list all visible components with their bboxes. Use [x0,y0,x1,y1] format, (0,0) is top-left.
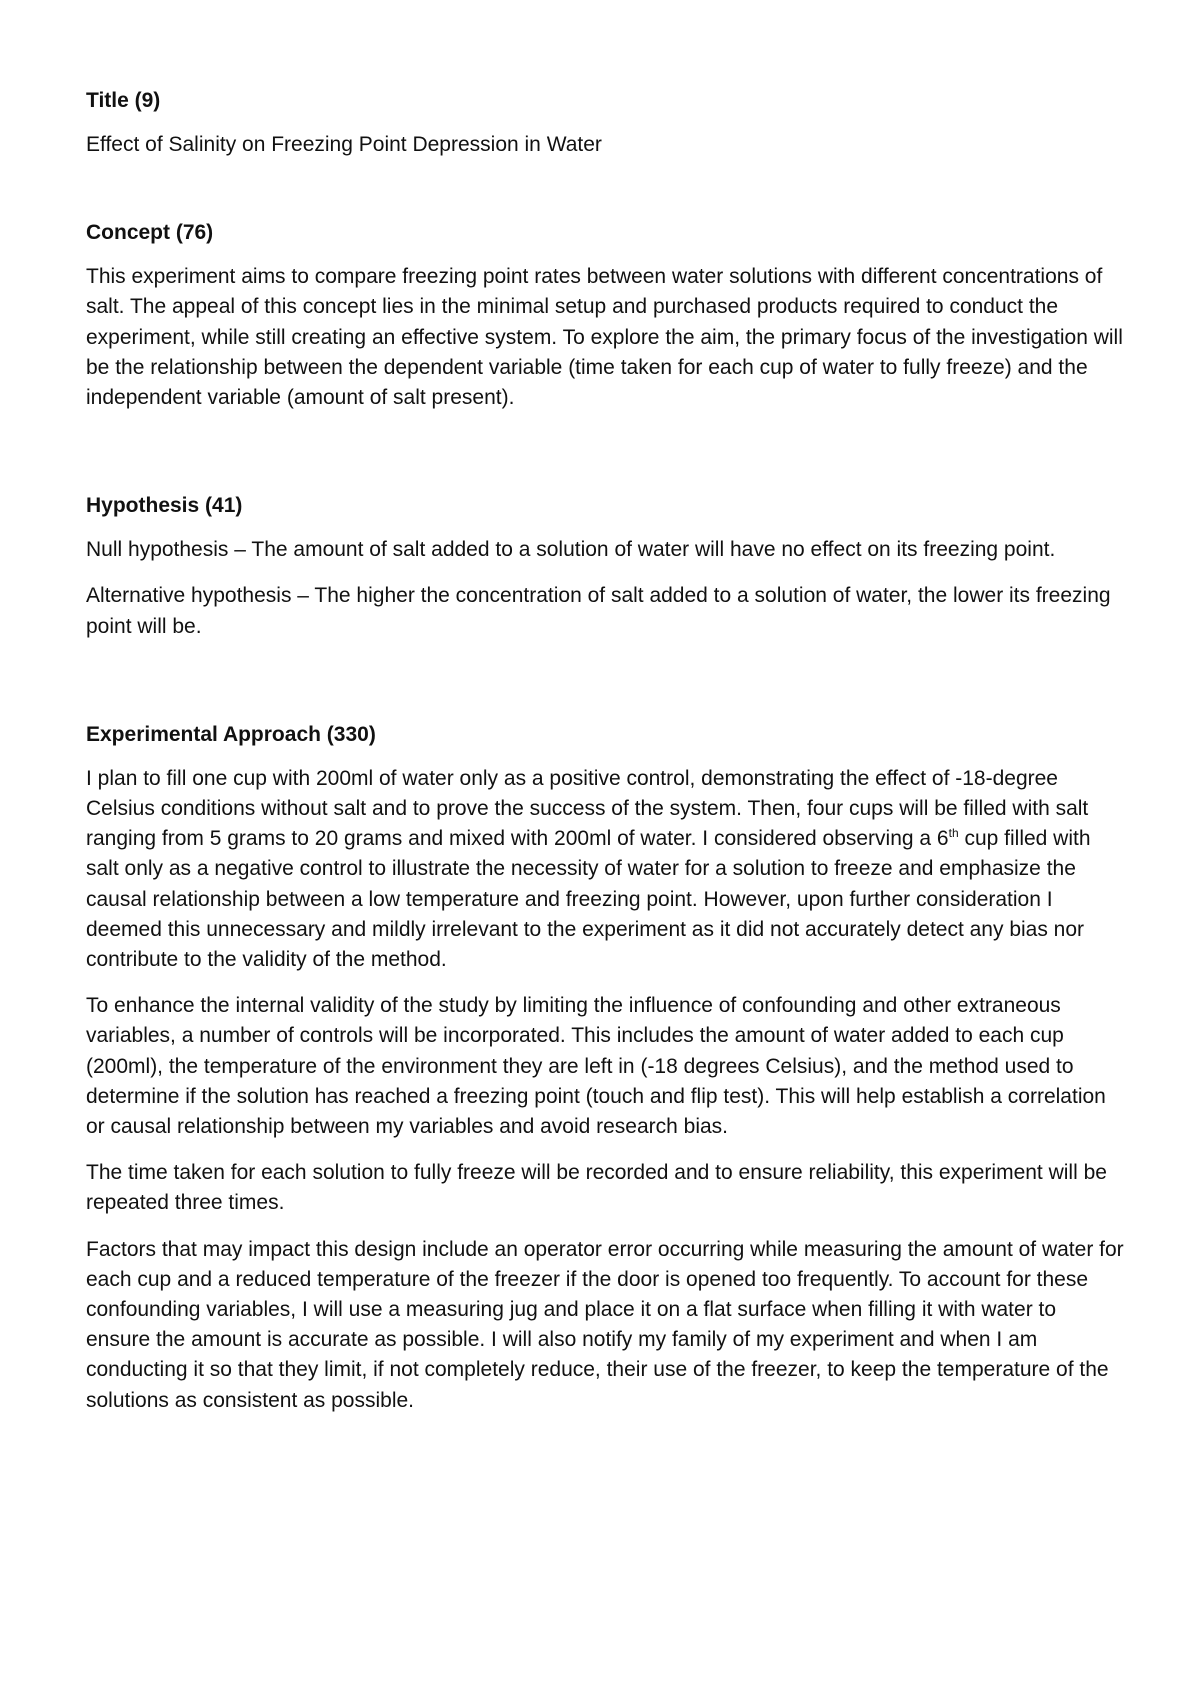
title-heading: Title (9) [86,89,161,112]
concept-heading: Concept (76) [86,221,214,245]
approach-paragraph-2: To enhance the internal validity of the study by limiting the influence of confounding and other extraneous variables, a number of controls will be incorporated. This includes the amount of water added to each cup (200ml), the temperature of the environment they are left in (-18 degrees Celsius), and the method used to determine if the solution has reached a freezing point (touch and flip test). This will help establish a correlation or causal relationship between my variables and avoid research bias. [86,994,1106,1139]
approach-paragraph-1 [86,764,1126,975]
null-hypothesis: Null hypothesis – The amount of salt added to a solution of water will have no effect on its freezing point. [86,538,1056,562]
title-section [86,86,1126,160]
approach-paragraph-3: The time taken for each solution to fully freeze will be recorded and to ensure reliability, this experiment will be repeated three times. [86,1161,1107,1215]
title-text: Effect of Salinity on Freezing Point Depression in Water [86,133,602,156]
ordinal-superscript: th [948,826,959,841]
hypothesis-heading: Hypothesis (41) [86,494,243,518]
concept-section [86,218,1126,413]
alternative-hypothesis: Alternative hypothesis – The higher the concentration of salt added to a solution of water, the lower its freezing point will be. [86,584,1111,638]
concept-text: This experiment aims to compare freezing point rates between water solutions with different concentrations of salt. The appeal of this concept lies in the minimal setup and purchased products required to conduct the experiment, while still creating an effective system. To explore the aim, the primary focus of the investigation will be the relationship between the dependent variable (time taken for each cup of water to fully freeze) and the independent variable (amount of salt present). [86,265,1123,410]
hypothesis-section [86,491,1126,642]
approach-paragraph-4: Factors that may impact this design include an operator error occurring while measuring the amount of water for each cup and a reduced temperature of the freezer if the door is opened too frequently. To account for these confounding variables, I will use a measuring jug and place it on a flat surface when filling it with water to ensure the amount is accurate as possible. I will also notify my family of my experiment and when I am conducting it so that they limit, if not completely reduce, their use of the freezer, to keep the temperature of the solutions as consistent as possible. [86,1237,1124,1412]
approach-p1-part-b: cup filled with salt only as a negative control to illustrate the necessity of water for a solution to freeze and emphasize the causal relationship between a low temperature and freezing point. However, upon further consideration I deemed this unnecessary and mildly irrelevant to the experiment as it did not accurately detect any bias nor contribute to the validity of the method. [86,827,1091,972]
approach-section [86,720,1126,1416]
document-page [86,86,1126,1432]
approach-p1-part-a: I plan to fill one cup with 200ml of water only as a positive control, demonstrating the effect of -18-degree Celsius conditions without salt and to prove the success of the system. Then, four cups will be filled with salt ranging from 5 grams to 20 grams and mixed with 200ml of water. I considered observing a 6 [86,766,1089,851]
approach-heading: Experimental Approach (330) [86,722,376,746]
